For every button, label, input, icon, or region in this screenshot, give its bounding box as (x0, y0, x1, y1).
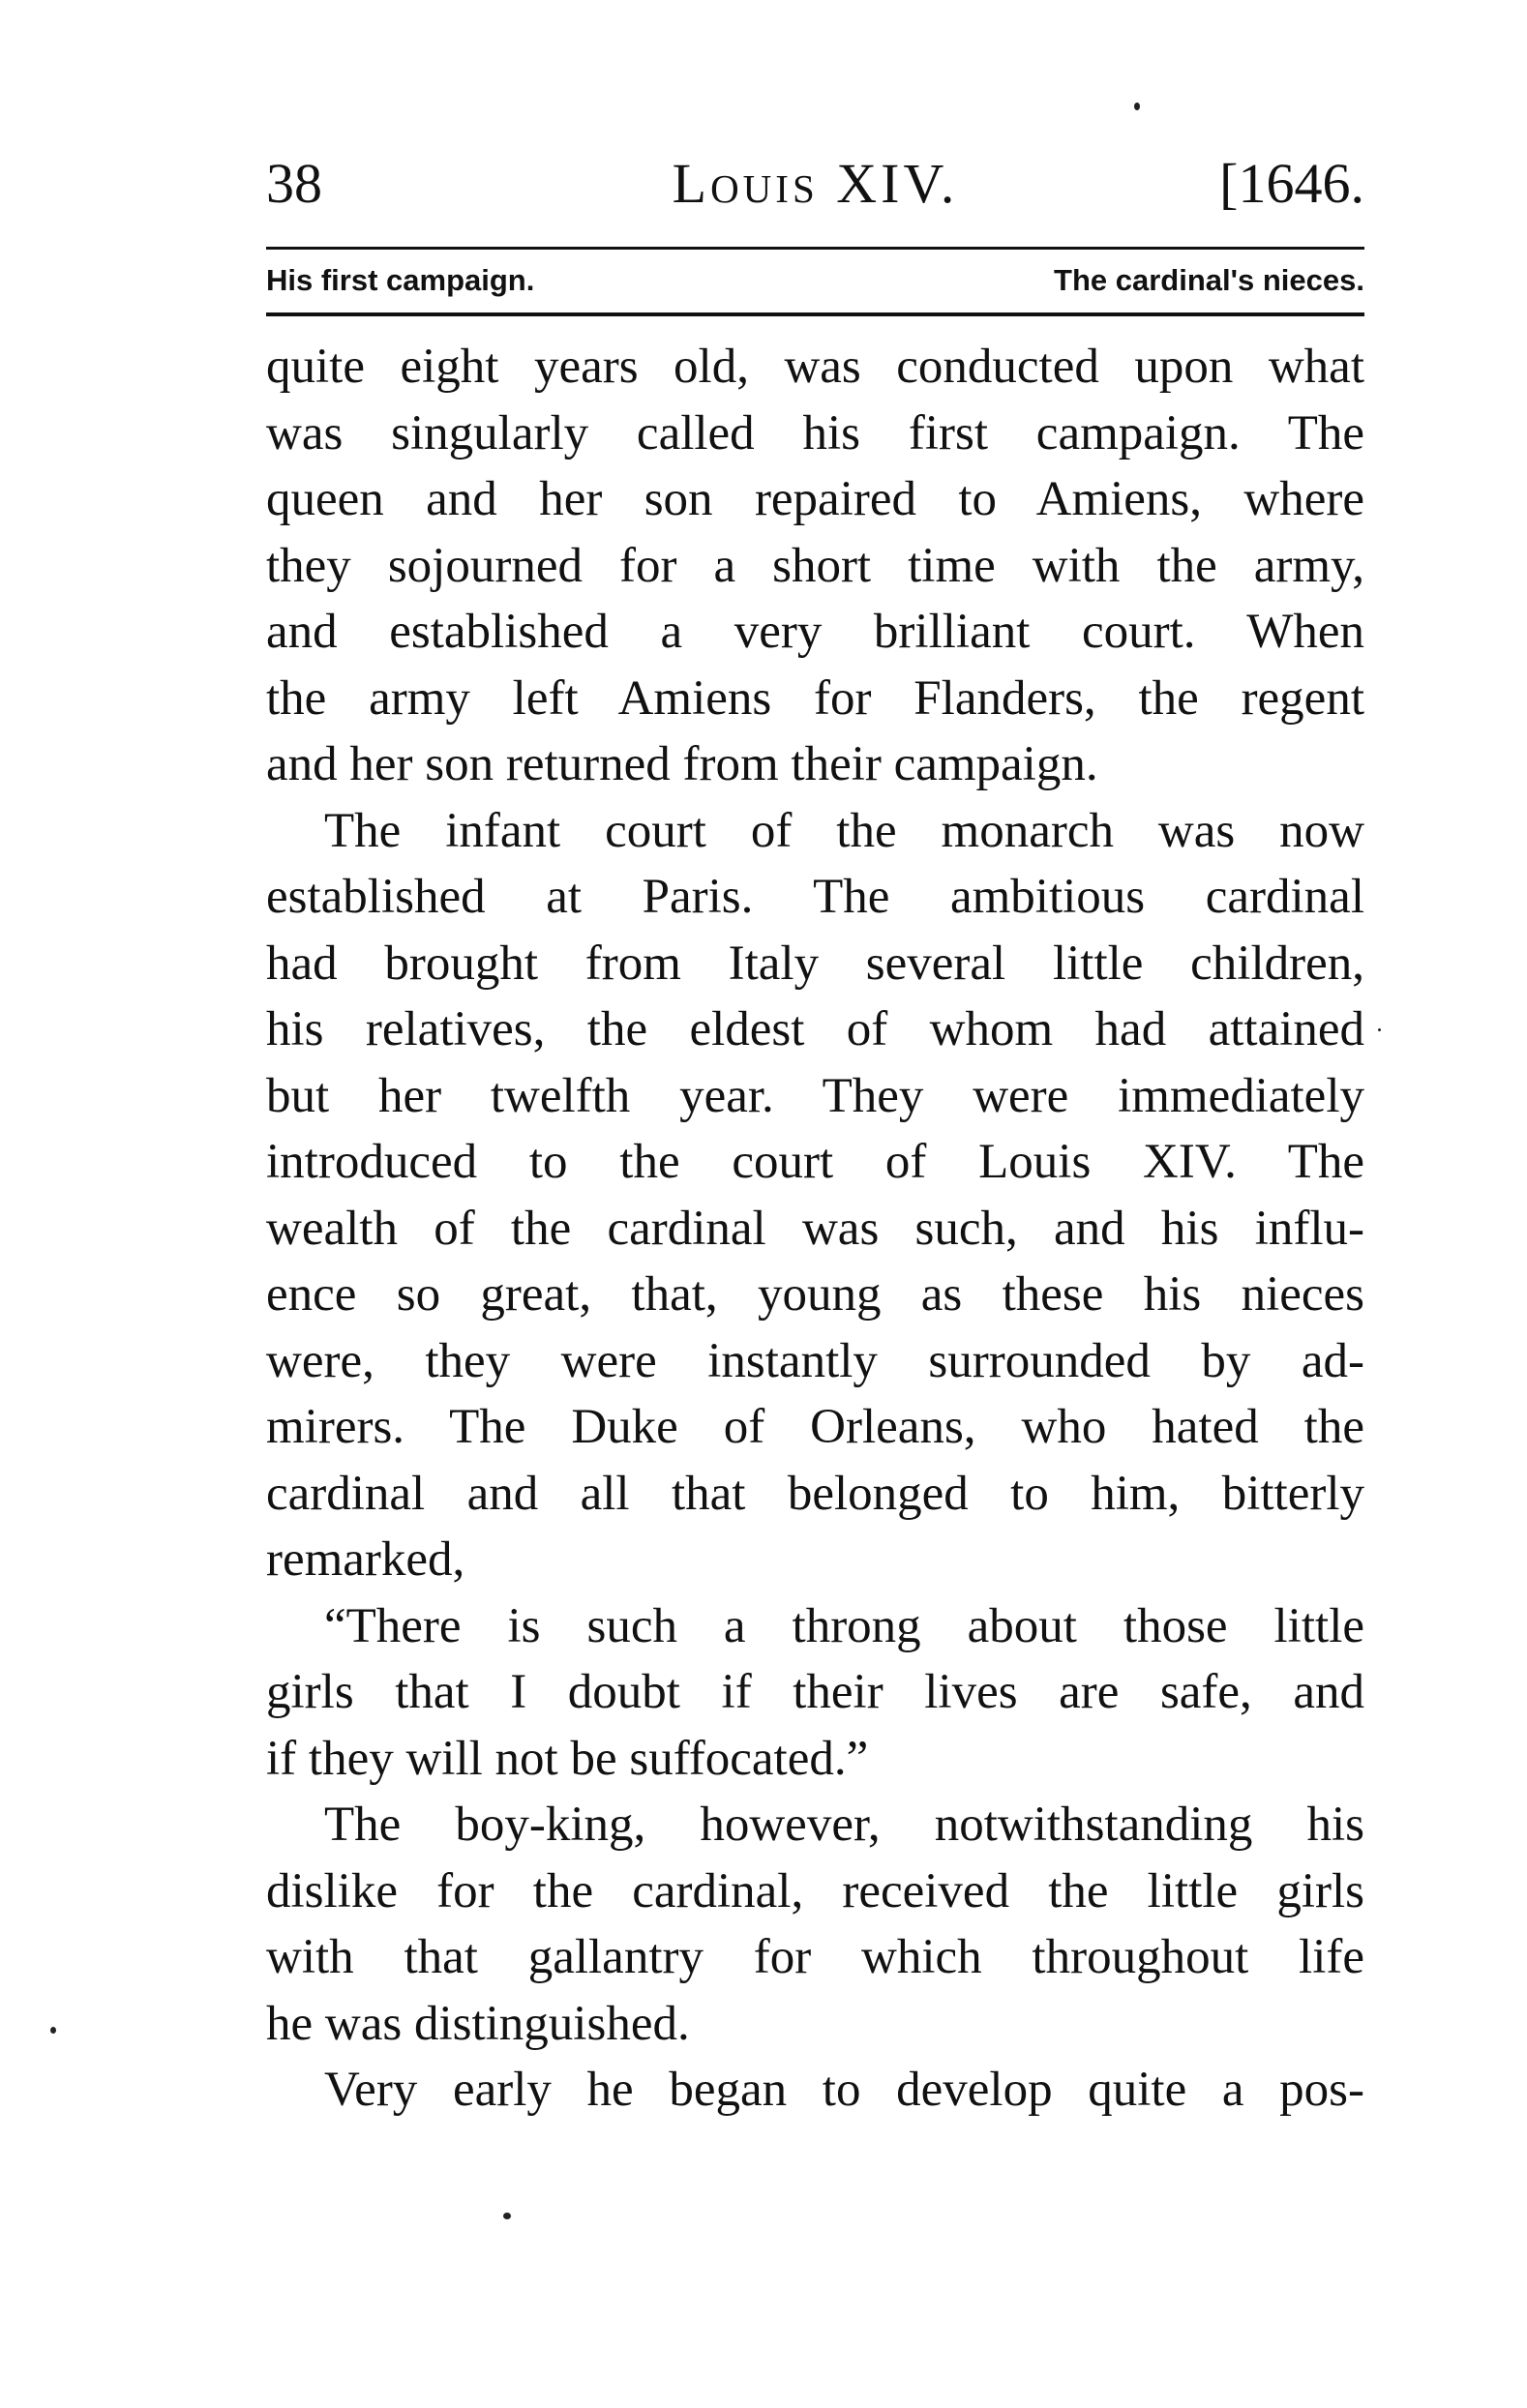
text-line: the army left Amiens for Flanders, the regent (266, 670, 1364, 726)
text-line: remarked, (266, 1532, 465, 1587)
print-speck (50, 2027, 56, 2034)
text-line: quite eight years old, was conducted upon what (266, 340, 1364, 394)
text-line: they sojourned for a short time with the army, (266, 538, 1364, 593)
running-title: Louis XIV. (672, 152, 959, 215)
sidenote-rule (266, 312, 1364, 316)
text-line: and established a very brilliant court. When (266, 605, 1364, 659)
paragraph-start-line: The infant court of the monarch was now (324, 803, 1364, 858)
text-line: queen and her son repaired to Amiens, where (266, 472, 1364, 526)
text-line: he was distinguished. (266, 1996, 690, 2051)
text-line: if they will not be suffocated.” (266, 1731, 869, 1786)
page-header (266, 145, 1364, 223)
text-line: dislike for the cardinal, received the little girls (266, 1863, 1364, 1918)
text-line: were, they were instantly surrounded by ad- (266, 1333, 1364, 1388)
paragraph-start-line: “There is such a throng about those little (324, 1598, 1364, 1653)
print-speck (1378, 1028, 1381, 1031)
text-line: mirers. The Duke of Orleans, who hated the (266, 1400, 1364, 1454)
header-year: [1646. (1219, 152, 1364, 215)
header-rule (266, 247, 1364, 250)
text-line: established at Paris. The ambitious cardinal (266, 870, 1364, 924)
text-line: had brought from Italy several little children, (266, 936, 1364, 991)
text-line: ence so great, that, young as these his nieces (266, 1267, 1364, 1322)
body-text (266, 334, 1364, 2124)
text-line: cardinal and all that belonged to him, bitterly (266, 1466, 1364, 1521)
sidenote-left: His first campaign. (266, 263, 535, 297)
paragraph-start-line: The boy-king, however, notwithstanding his (324, 1798, 1364, 1852)
text-line: girls that I doubt if their lives are safe, and (266, 1665, 1364, 1719)
paragraph-start-line: Very early he began to develop quite a pos- (324, 2063, 1364, 2117)
text-line: introduced to the court of Louis XIV. The (266, 1135, 1364, 1189)
text-line: and her son returned from their campaign. (266, 737, 1098, 791)
text-line: but her twelfth year. They were immediately (266, 1068, 1364, 1123)
text-line: was singularly called his first campaign. The (266, 405, 1364, 461)
page-number: 38 (266, 152, 322, 215)
print-speck (503, 2213, 511, 2219)
print-speck (1134, 103, 1140, 110)
text-line: with that gallantry for which throughout life (266, 1930, 1364, 1984)
sidenote-right: The cardinal's nieces. (1054, 263, 1364, 297)
text-line: wealth of the cardinal was such, and his influ- (266, 1201, 1364, 1256)
text-line: his relatives, the eldest of whom had attained (266, 1002, 1364, 1056)
sidenote-bar (266, 254, 1364, 307)
